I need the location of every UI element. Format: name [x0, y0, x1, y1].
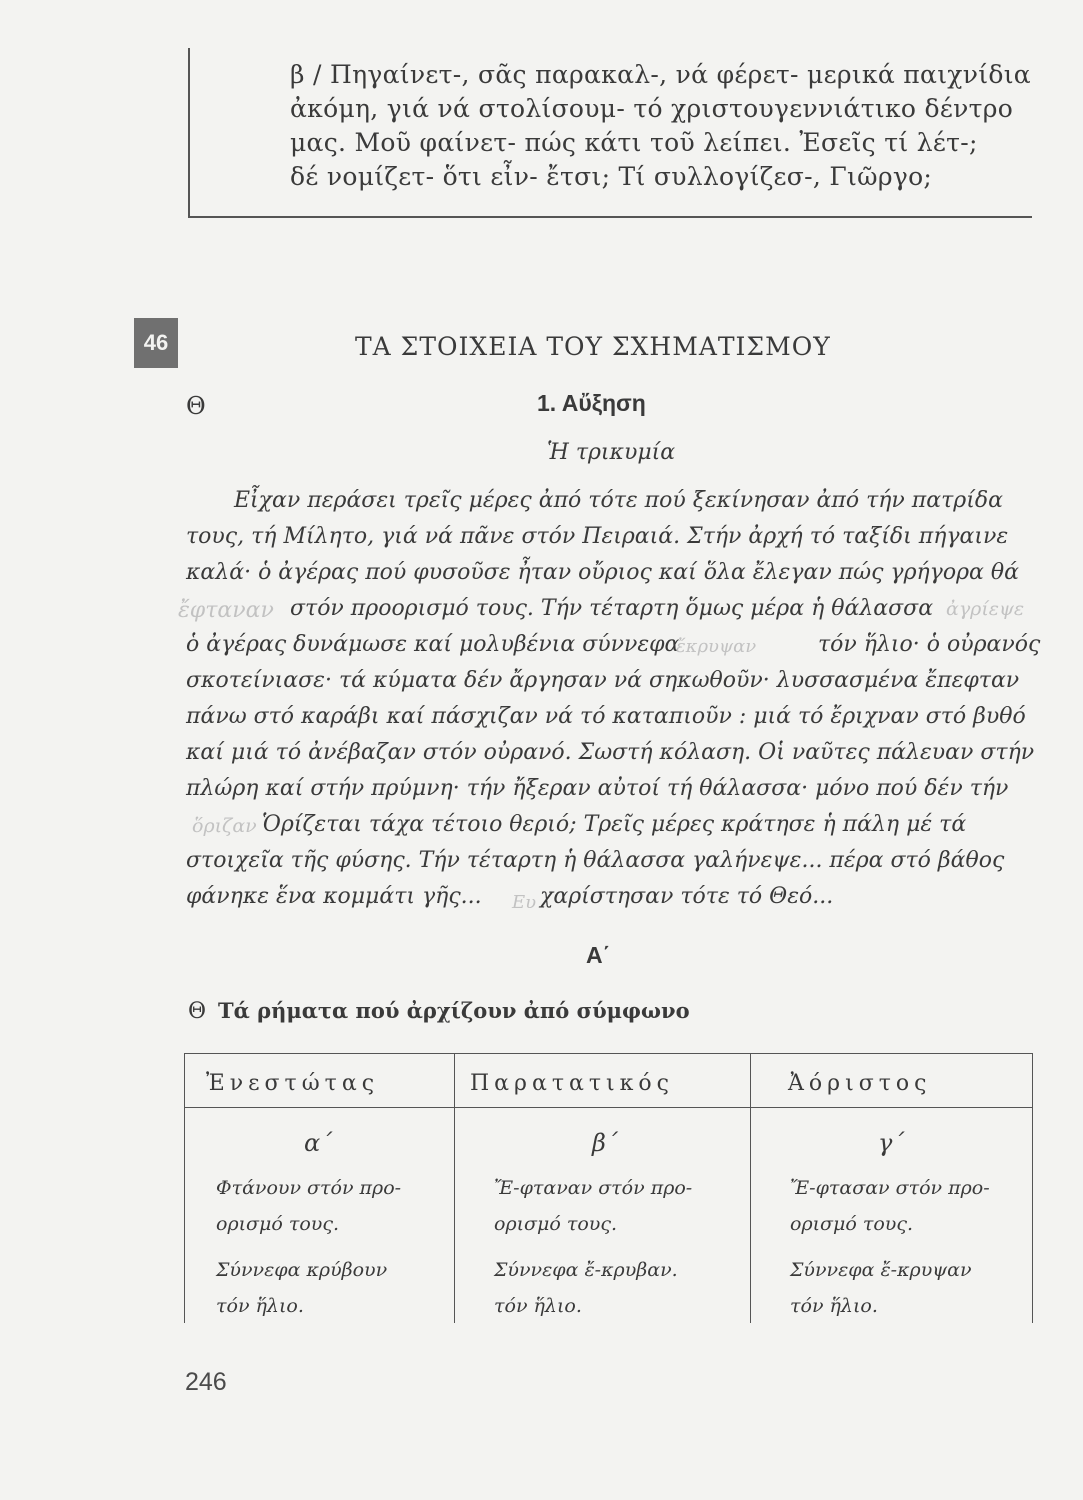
story-blank-word: ἔφταναν — [178, 598, 274, 623]
verb-table — [184, 1053, 1033, 1323]
theta-marker-icon: Θ — [186, 392, 206, 420]
verbs-heading — [188, 998, 690, 1024]
table-cell-line: Φτάνουν στόν προ- — [216, 1177, 402, 1199]
column-header-aorist: Ἀόριστος — [788, 1071, 932, 1096]
story-line: χαρίστησαν τότε τό Θεό... — [540, 884, 834, 909]
column-label: α΄ — [304, 1129, 333, 1157]
story-line: καί μιά τό ἀνέβαζαν στόν οὐρανό. Σωστή κόλαση. Οἱ ναῦτες πάλευαν στήν — [186, 740, 1035, 765]
page-number: 246 — [185, 1368, 227, 1396]
table-cell-line: Ἔ-φτασαν στόν προ- — [790, 1177, 990, 1199]
table-rule — [750, 1053, 751, 1323]
story-title: Ἡ τρικυμία — [547, 440, 676, 465]
table-cell-line: Ἔ-φταναν στόν προ- — [494, 1177, 693, 1199]
story-blank-word: ἔκρυψαν — [676, 636, 757, 657]
lesson-number-badge: 46 — [134, 318, 178, 368]
column-label: γ΄ — [878, 1129, 905, 1157]
story-line: στοιχεῖα τῆς φύσης. Τήν τέταρτη ἡ θάλασσα γαλήνεψε... πέρα στό βάθος — [186, 848, 1005, 873]
table-cell-line: Σύννεφα κρύβουν — [216, 1259, 388, 1281]
table-rule — [184, 1053, 1033, 1054]
story-line: τους, τή Μίλητο, γιά νά πᾶνε στόν Πειραιά. Στήν ἀρχή τό ταξίδι πήγαινε — [186, 524, 1009, 549]
story-line: σκοτείνιασε· τά κύματα δέν ἄργησαν νά σηκωθοῦν· λυσσασμένα ἔπεφταν — [186, 668, 1020, 693]
table-cell-line: τόν ἥλιο. — [494, 1295, 582, 1317]
table-cell-line: ορισμό τους. — [494, 1213, 618, 1235]
table-rule — [184, 1053, 185, 1323]
story-line: ὁ ἀγέρας δυνάμωσε καί μολυβένια σύννεφα — [186, 632, 680, 657]
story-blank-word: ὅριζαν — [192, 815, 257, 837]
verbs-heading-text: Τά ρήματα πού ἀρχίζουν ἀπό σύμφωνο — [218, 998, 690, 1023]
section-title: ΤΑ ΣΤΟΙΧΕΙΑ ΤΟΥ ΣΧΗΜΑΤΙΣΜΟΥ — [355, 332, 831, 361]
story-line: Εἶχαν περάσει τρεῖς μέρες ἀπό τότε πού ξεκίνησαν ἀπό τήν πατρίδα — [234, 488, 1003, 513]
exercise-line: δέ νομίζετ- ὅτι εἶν- ἔτσι; Τί συλλογίζεσ-, Γιῶργο; — [290, 162, 933, 191]
story-line: πάνω στό καράβι καί πάσχιζαν νά τό καταπιοῦν : μιά τό ἔριχναν στό βυθό — [186, 704, 1026, 729]
story-line: καλά· ὁ ἀγέρας πού φυσοῦσε ἦταν οὔριος καί ὅλα ἔλεγαν πώς γρήγορα θά — [186, 560, 1019, 585]
theta-marker-icon: Θ — [188, 999, 207, 1024]
story-blank-word: ἀγρίεψε — [946, 598, 1025, 620]
table-cell-line: ορισμό τους. — [790, 1213, 914, 1235]
table-rule — [184, 1107, 1033, 1108]
story-line: πλώρη καί στήν πρύμνη· τήν ἤξεραν αὐτοί τή θάλασσα· μόνο πού δέν τήν — [186, 776, 1009, 801]
story-line: φάνηκε ἕνα κομμάτι γῆς... — [186, 884, 482, 909]
exercise-box — [188, 48, 1032, 218]
column-header-imperfect: Παρατατικός — [470, 1071, 674, 1096]
table-cell-line: Σύννεφα ἔ-κρυβαν. — [494, 1259, 678, 1281]
exercise-line: μας. Μοῦ φαίνετ- πώς κάτι τοῦ λείπει. Ἐσεῖς τί λέτ-; — [290, 128, 978, 157]
story-line: τόν ἥλιο· ὁ οὐρανός — [818, 632, 1041, 657]
exercise-line: β / Πηγαίνετ-, σᾶς παρακαλ-, νά φέρετ- μερικά παιχνίδια — [290, 60, 1031, 89]
table-cell-line: Σύννεφα ἔ-κρυψαν — [790, 1259, 972, 1281]
column-label: β΄ — [592, 1129, 618, 1157]
subsection-title: 1. Αὔξηση — [537, 390, 646, 416]
table-cell-line: τόν ἥλιο. — [790, 1295, 878, 1317]
story-blank-word: Ευ — [512, 892, 537, 913]
story-line: Ὁρίζεται τάχα τέτοιο θεριό; Τρεῖς μέρες κράτησε ἡ πάλη μέ τά — [262, 812, 967, 837]
table-cell-line: ορισμό τους. — [216, 1213, 340, 1235]
column-header-present: Ἐνεστώτας — [206, 1071, 380, 1096]
part-label: Α΄ — [586, 942, 611, 968]
table-rule — [1032, 1053, 1033, 1323]
table-cell-line: τόν ἥλιο. — [216, 1295, 304, 1317]
story-line: στόν προορισμό τους. Τήν τέταρτη ὅμως μέρα ἡ θάλασσα — [290, 596, 934, 621]
table-rule — [454, 1053, 455, 1323]
exercise-line: ἀκόμη, γιά νά στολίσουμ- τό χριστουγεννιάτικο δέντρο — [290, 94, 1014, 123]
